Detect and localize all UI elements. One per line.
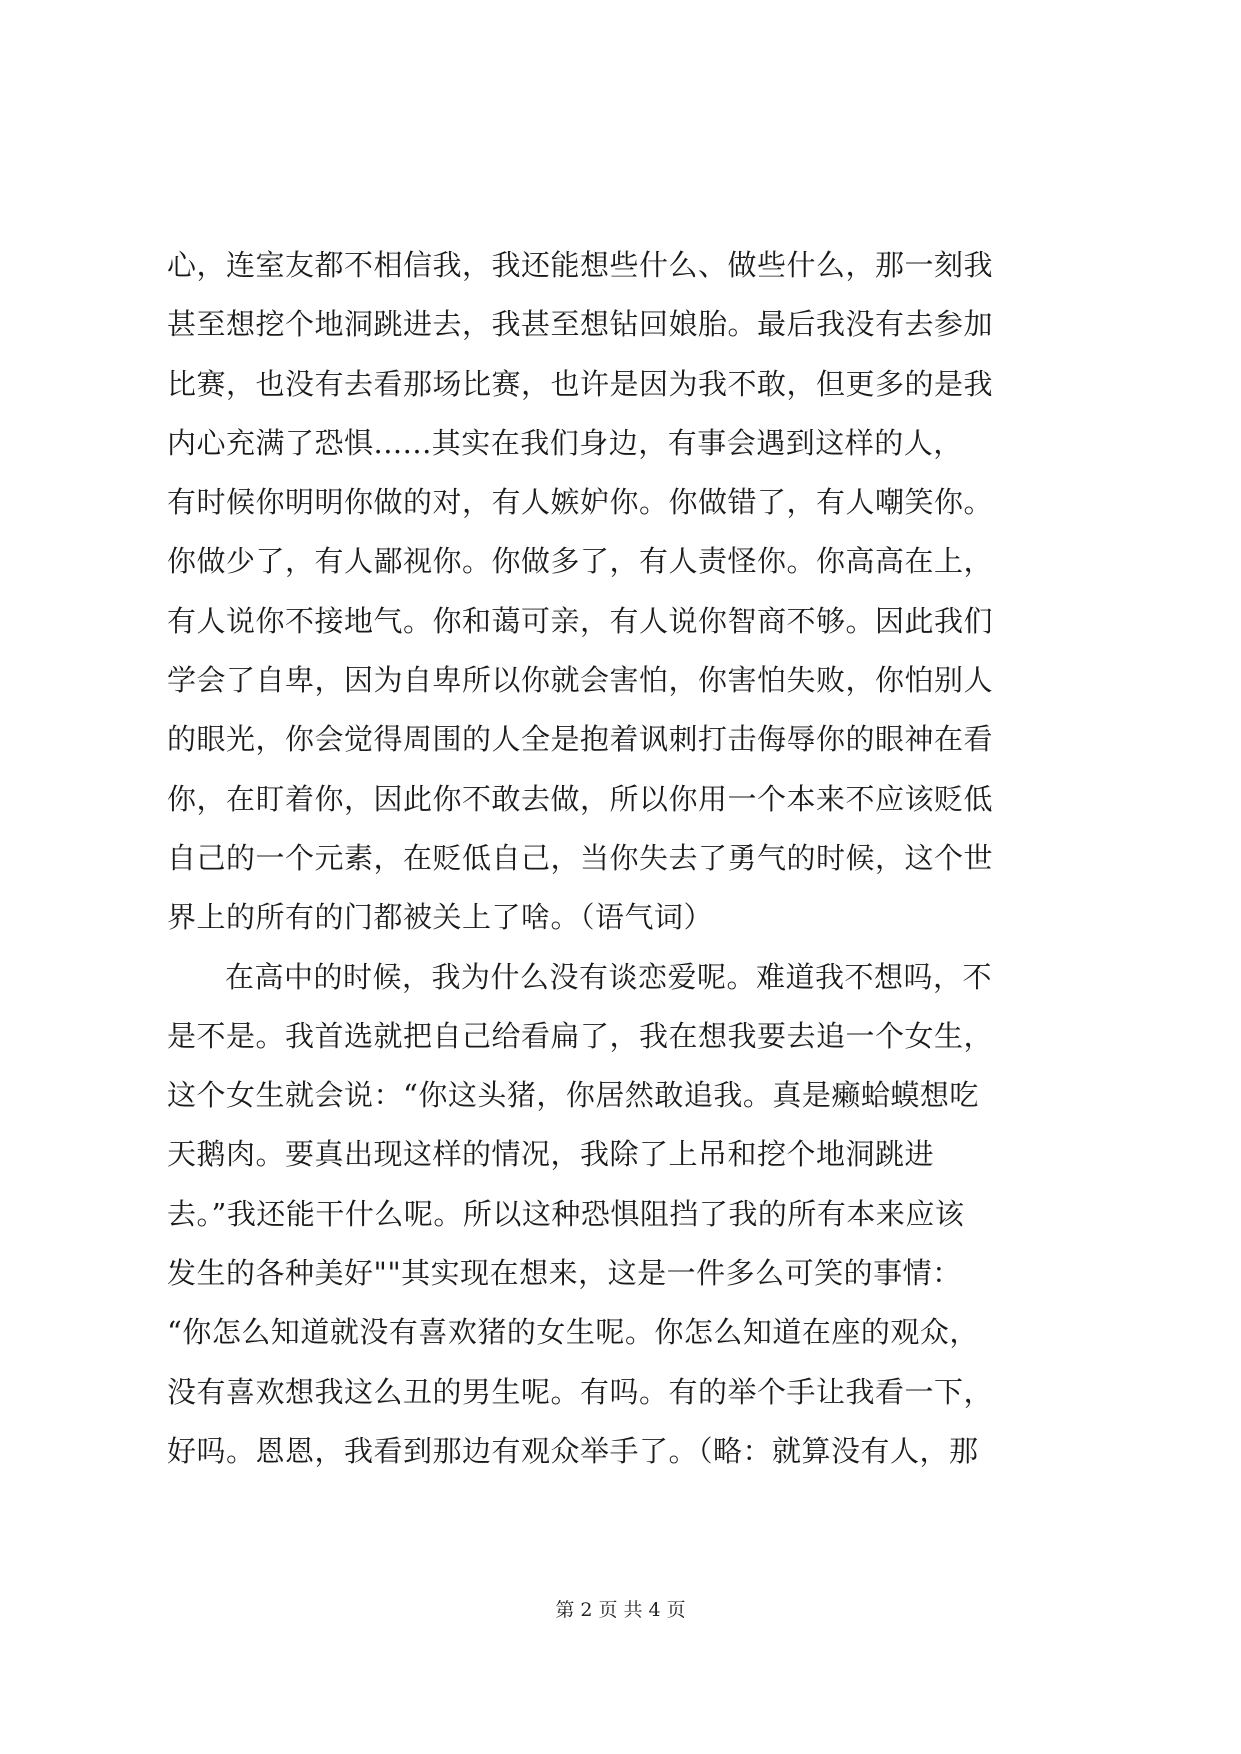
text-line: 自己的一个元素，在贬低自己，当你失去了勇气的时候，这个世 [167, 840, 994, 875]
text-line: 的眼光，你会觉得周围的人全是抱着讽刺打击侮辱你的眼神在看 [167, 722, 994, 757]
text-line: 你做少了，有人鄙视你。你做多了，有人责怪你。你高高在上， [167, 544, 994, 579]
text-line: 去。”我还能干什么呢。所以这种恐惧阻挡了我的所有本来应该 [167, 1196, 965, 1231]
text-line: 发生的各种美好""其实现在想来，这是一件多么可笑的事情： [167, 1256, 962, 1291]
text-line: 界上的所有的门都被关上了啥。（语气词） [167, 900, 714, 935]
text-line: “你怎么知道就没有喜欢猪的女生呢。你怎么知道在座的观众， [167, 1315, 979, 1350]
text-line: 甚至想挖个地洞跳进去，我甚至想钻回娘胎。最后我没有去参加 [167, 307, 994, 342]
text-line: 没有喜欢想我这么丑的男生呢。有吗。有的举个手让我看一下， [167, 1374, 994, 1409]
text-line: 比赛，也没有去看那场比赛，也许是因为我不敢，但更多的是我 [167, 366, 994, 401]
text-line: 有时候你明明你做的对，有人嫉妒你。你做错了，有人嘲笑你。 [167, 485, 994, 520]
text-line: 有人说你不接地气。你和蔼可亲，有人说你智商不够。因此我们 [167, 603, 994, 638]
page-footer: 第 2 页 共 4 页 [555, 1599, 686, 1621]
text-line: 天鹅肉。要真出现这样的情况，我除了上吊和挖个地洞跳进 [167, 1137, 935, 1172]
body-text [167, 236, 1075, 1481]
text-line: 内心充满了恐惧......其实在我们身边，有事会遇到这样的人， [167, 425, 963, 460]
text-line: 好吗。恩恩，我看到那边有观众举手了。（略：就算没有人，那 [167, 1433, 979, 1468]
text-line: 你，在盯着你，因此你不敢去做，所以你用一个本来不应该贬低 [167, 781, 994, 816]
paragraph-start-line: 在高中的时候，我为什么没有谈恋爱呢。难道我不想吗，不 [225, 959, 993, 994]
text-line: 这个女生就会说：“你这头猪，你居然敢追我。真是癞蛤蟆想吃 [167, 1078, 979, 1113]
text-line: 心，连室友都不相信我，我还能想些什么、做些什么，那一刻我 [167, 248, 994, 282]
text-line: 学会了自卑，因为自卑所以你就会害怕，你害怕失败，你怕别人 [167, 663, 994, 698]
text-line: 是不是。我首选就把自己给看扁了，我在想我要去追一个女生， [167, 1018, 994, 1053]
